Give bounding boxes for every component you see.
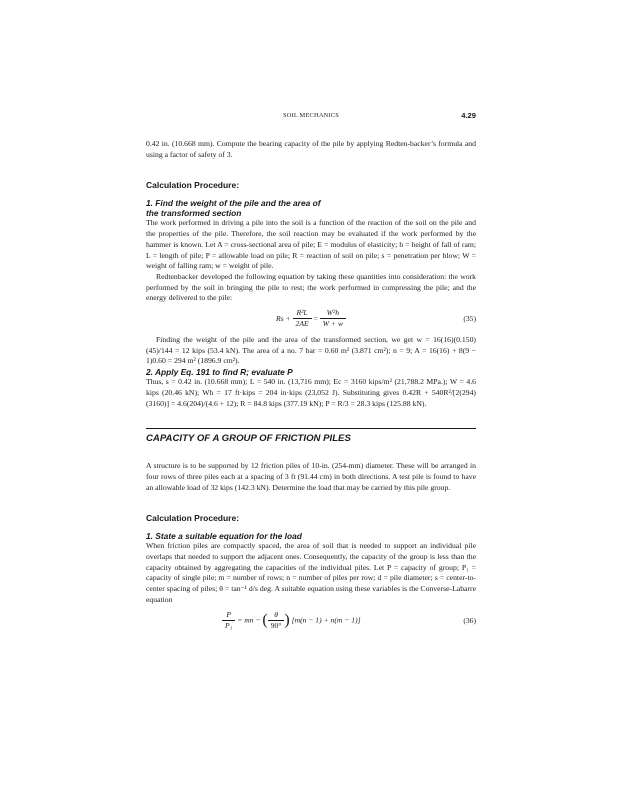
eq36-theta-numerator: θ: [268, 610, 285, 621]
eq35-fraction-1: [293, 308, 312, 329]
eq35-frac2-numerator: W²h: [320, 308, 346, 319]
step1-paragraph-3: Finding the weight of the pile and the area of the transformed section, we get w = 16(16)(0.150)(45)/144 = 12 kips (53.4 kN). The area of a no. 7 bar = 0.60 m² (3.871 cm²); n = 9; A = 16(16) + 8(9 − 1)0.60 = 294 m² (1896.9 cm²).: [146, 335, 476, 366]
eq35-frac1-denominator: 2AE: [295, 319, 309, 329]
page: [146, 110, 476, 634]
eq35-frac1-numerator: R²L: [293, 308, 312, 319]
equation-number-36: (36): [463, 615, 476, 625]
step2-heading: 2. Apply Eq. 191 to find R; evaluate P: [146, 367, 293, 378]
calculation-procedure-heading: Calculation Procedure:: [146, 180, 240, 191]
eq36-middle: = mn −: [237, 614, 261, 624]
section-title: CAPACITY OF A GROUP OF FRICTION PILES: [146, 433, 351, 445]
equation-number-35: (35): [463, 314, 476, 324]
eq36-theta-fraction: [268, 610, 285, 631]
intro-text: 0.42 in. (10.668 mm). Compute the bearing capacity of the pile by applying Redten-backer’s formula and using a factor of safety of 3.: [146, 139, 476, 159]
eq36-fraction: [222, 610, 235, 631]
page-header: [146, 110, 476, 124]
section2-step1-heading: 1. State a suitable equation for the load: [146, 531, 302, 542]
running-title: SOIL MECHANICS: [283, 112, 339, 119]
step1-heading-line1: 1. Find the weight of the pile and the area of: [146, 198, 321, 209]
eq36-rest: [m(n − 1) + n(m − 1)]: [291, 614, 361, 624]
eq36-right-paren: ): [284, 611, 290, 629]
eq35-lhs: Rs +: [275, 314, 291, 324]
equation-36: [146, 610, 476, 634]
eq36-numerator: P: [222, 610, 235, 621]
problem-statement: A structure is to be supported by 12 friction piles of 10-in. (254-mm) diameter. These will be arranged in four rows of three piles each at a spacing of 3 ft (91.44 cm) in both directions. A test pile is found to have an allowable load of 32 kips (142.3 kN). Determine the load that may be carried by this pile group.: [146, 461, 476, 492]
step1-heading-line2: the transformed section: [146, 208, 242, 219]
page-number: 4.29: [461, 111, 476, 120]
step1-paragraph-2: Redtenbacker developed the following equation by taking these quantities into consideration: the work performed by the soil in bringing the pile to rest; the work performed in compressing the pile; and the energy delivered to the pile:: [146, 271, 476, 303]
step2-paragraph: Thus, s = 0.42 in. (10.668 mm); L = 540 in. (13,716 mm); Ec = 3160 kips/m² (21,788.2 MPa.); W = 4.6 kips (20.46 kN); Wh = 17 ft·kips = 204 in·kips (23,052 J). Substituting gives 0.42R + 540R²/[2(294)(3160)] = 4.6(204)/(4.6 + 12); R = 84.8 kips (377.19 kN); P = R/3 = 28.3 kips (125.88 kN).: [146, 377, 476, 408]
eq36-left-paren: (: [262, 611, 268, 629]
eq36-denominator: P₁: [225, 620, 233, 630]
section2-step1-paragraph: When friction piles are compactly spaced, the area of soil that is needed to support an individual pile overlaps that needed to support the adjacent ones. Consequently, the capacity of the group is less than the capacity obtained by aggregating the capacities of the individual piles. Let P = capacity of group; P₁ = capacity of single pile; m = number of rows; n = number of piles per row; d = pile diameter; s = center-to-center spacing of piles; θ = tan⁻¹ d/s deg. A suitable equation using these variables is the Converse-Labarre equation: [146, 541, 476, 604]
eq36-theta-denominator: 90°: [270, 620, 282, 630]
eq35-frac2-denominator: W + w: [322, 319, 344, 329]
eq35-fraction-2: [320, 308, 346, 329]
step1-paragraph-1: The work performed in driving a pile into the soil is a function of the reaction of the soil on the pile and the properties of the pile. Therefore, the soil reaction may be evaluated if the work performed by the hammer is known. Let A = cross-sectional area of pile; E = modulus of elasticity; h = height of fall of ram; L = length of pile; P = allowable load on pile; R = reaction of soil on pile; s = penetration per blow; W = weight of falling ram; w = weight of pile.: [146, 218, 476, 271]
equation-35: [146, 308, 476, 332]
calculation-procedure-heading-2: Calculation Procedure:: [146, 513, 240, 524]
eq35-equals: =: [313, 314, 318, 324]
